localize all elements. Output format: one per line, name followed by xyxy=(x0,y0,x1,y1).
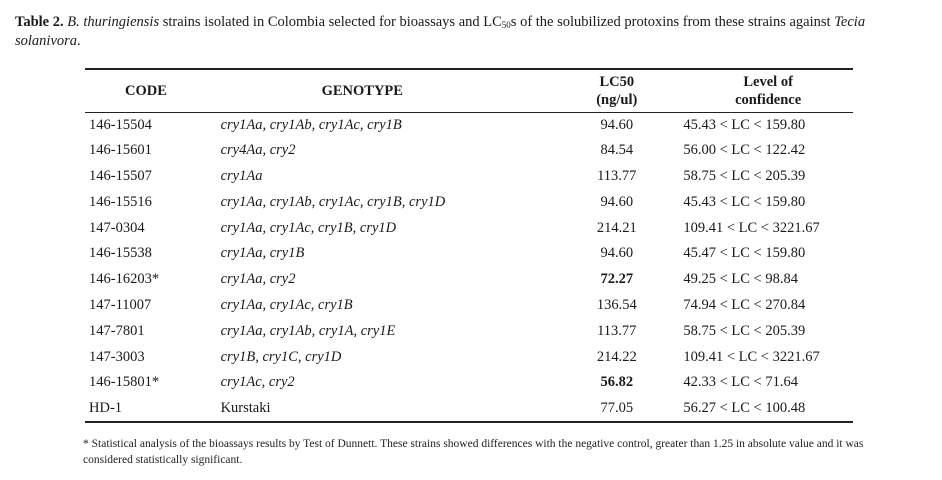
cell-code: 147-0304 xyxy=(89,219,145,236)
table-header xyxy=(85,69,853,112)
table-row xyxy=(85,370,853,396)
header-confidence xyxy=(658,69,853,112)
cell-lc50: 136.54 xyxy=(596,296,637,313)
table-row xyxy=(85,344,853,370)
cell-lc50-significant: 72.27 xyxy=(600,271,634,288)
cell-genotype: cry1Aa, cry1Ab, cry1A, cry1E xyxy=(220,322,396,339)
cell-genotype: cry1Aa, cry1Ab, cry1Ac, cry1B xyxy=(220,116,402,133)
bioassay-table xyxy=(85,68,853,423)
cell-genotype: cry1Ac, cry2 xyxy=(220,374,295,391)
header-lc50 xyxy=(575,69,658,112)
caption-label: Table 2. xyxy=(15,14,64,30)
cell-lc50: 77.05 xyxy=(600,399,634,416)
table-row xyxy=(85,293,853,319)
header-confidence-line1: Level of xyxy=(743,73,793,90)
table-body xyxy=(85,112,853,422)
table-row xyxy=(85,318,853,344)
table-row xyxy=(85,215,853,241)
cell-genotype: cry1Aa, cry1B xyxy=(220,245,305,262)
cell-confidence: 45.47 < LC < 159.80 xyxy=(683,245,806,262)
cell-lc50: 113.77 xyxy=(597,167,637,184)
cell-confidence: 45.43 < LC < 159.80 xyxy=(683,193,806,210)
cell-lc50-significant: 56.82 xyxy=(600,374,634,391)
header-lc50-line1: LC50 xyxy=(599,73,635,90)
cell-confidence: 74.94 < LC < 270.84 xyxy=(683,296,806,313)
cell-confidence: 109.41 < LC < 3221.67 xyxy=(683,348,820,365)
cell-genotype: cry1Aa, cry2 xyxy=(220,271,296,288)
cell-confidence: 42.33 < LC < 71.64 xyxy=(683,374,798,391)
table-row xyxy=(85,241,853,267)
cell-code: HD-1 xyxy=(89,399,123,416)
caption-subscript: 50 xyxy=(501,20,511,30)
cell-code: 146-15516 xyxy=(89,193,152,210)
cell-code: 146-15801* xyxy=(89,374,160,391)
cell-confidence: 58.75 < LC < 205.39 xyxy=(683,167,806,184)
caption-text-1: strains isolated in Colombia selected for bioassays and LC xyxy=(159,14,502,30)
cell-lc50: 214.22 xyxy=(596,348,637,365)
caption-text-2: s of the solubilized protoxins from these strains against xyxy=(510,14,835,30)
header-row xyxy=(85,69,853,112)
table-row xyxy=(85,189,853,215)
cell-code: 147-7801 xyxy=(89,322,145,339)
header-lc50-line2: (ng/ul) xyxy=(596,91,638,108)
cell-lc50: 94.60 xyxy=(600,245,634,262)
cell-genotype: cry1B, cry1C, cry1D xyxy=(220,348,342,365)
header-genotype: GENOTYPE xyxy=(321,82,403,99)
cell-code: 146-15601 xyxy=(89,142,152,159)
cell-confidence: 56.27 < LC < 100.48 xyxy=(683,399,806,416)
cell-confidence: 56.00 < LC < 122.42 xyxy=(683,142,806,159)
table-caption xyxy=(15,13,930,51)
table-row xyxy=(85,138,853,164)
header-confidence-line2: confidence xyxy=(735,91,802,108)
cell-code: 146-15504 xyxy=(89,116,152,133)
cell-lc50: 214.21 xyxy=(596,219,637,236)
cell-code: 147-11007 xyxy=(89,296,152,313)
caption-species: B. thuringiensis xyxy=(67,14,160,30)
table-row xyxy=(85,112,853,138)
cell-confidence: 109.41 < LC < 3221.67 xyxy=(683,219,820,236)
cell-lc50: 84.54 xyxy=(600,142,634,159)
cell-code: 146-15507 xyxy=(89,167,152,184)
cell-genotype: cry1Aa, cry1Ac, cry1B, cry1D xyxy=(220,219,397,236)
cell-confidence: 49.25 < LC < 98.84 xyxy=(683,271,798,288)
cell-lc50: 94.60 xyxy=(600,193,634,210)
cell-lc50: 94.60 xyxy=(600,116,634,133)
cell-code: 147-3003 xyxy=(89,348,145,365)
cell-code: 146-15538 xyxy=(89,245,152,262)
cell-genotype: cry4Aa, cry2 xyxy=(220,142,296,159)
table-row xyxy=(85,396,853,422)
table-row xyxy=(85,164,853,190)
cell-confidence: 45.43 < LC < 159.80 xyxy=(683,116,806,133)
cell-genotype: cry1Aa, cry1Ab, cry1Ac, cry1B, cry1D xyxy=(220,193,446,210)
caption-target: Tecia solanivora xyxy=(15,14,866,49)
cell-lc50: 113.77 xyxy=(597,322,637,339)
cell-confidence: 58.75 < LC < 205.39 xyxy=(683,322,806,339)
caption-end: . xyxy=(77,33,81,49)
cell-genotype: cry1Aa, cry1Ac, cry1B xyxy=(220,296,353,313)
table-footnote: * Statistical analysis of the bioassays results by Test of Dunnett. These strains showed differences with the negative control, greater than 1.25 in absolute value and it was considered statistically significant. xyxy=(83,438,864,466)
cell-code: 146-16203* xyxy=(89,271,160,288)
header-code: CODE xyxy=(125,82,167,99)
table-row xyxy=(85,267,853,293)
cell-genotype: cry1Aa xyxy=(220,167,263,184)
cell-genotype: Kurstaki xyxy=(220,399,271,416)
